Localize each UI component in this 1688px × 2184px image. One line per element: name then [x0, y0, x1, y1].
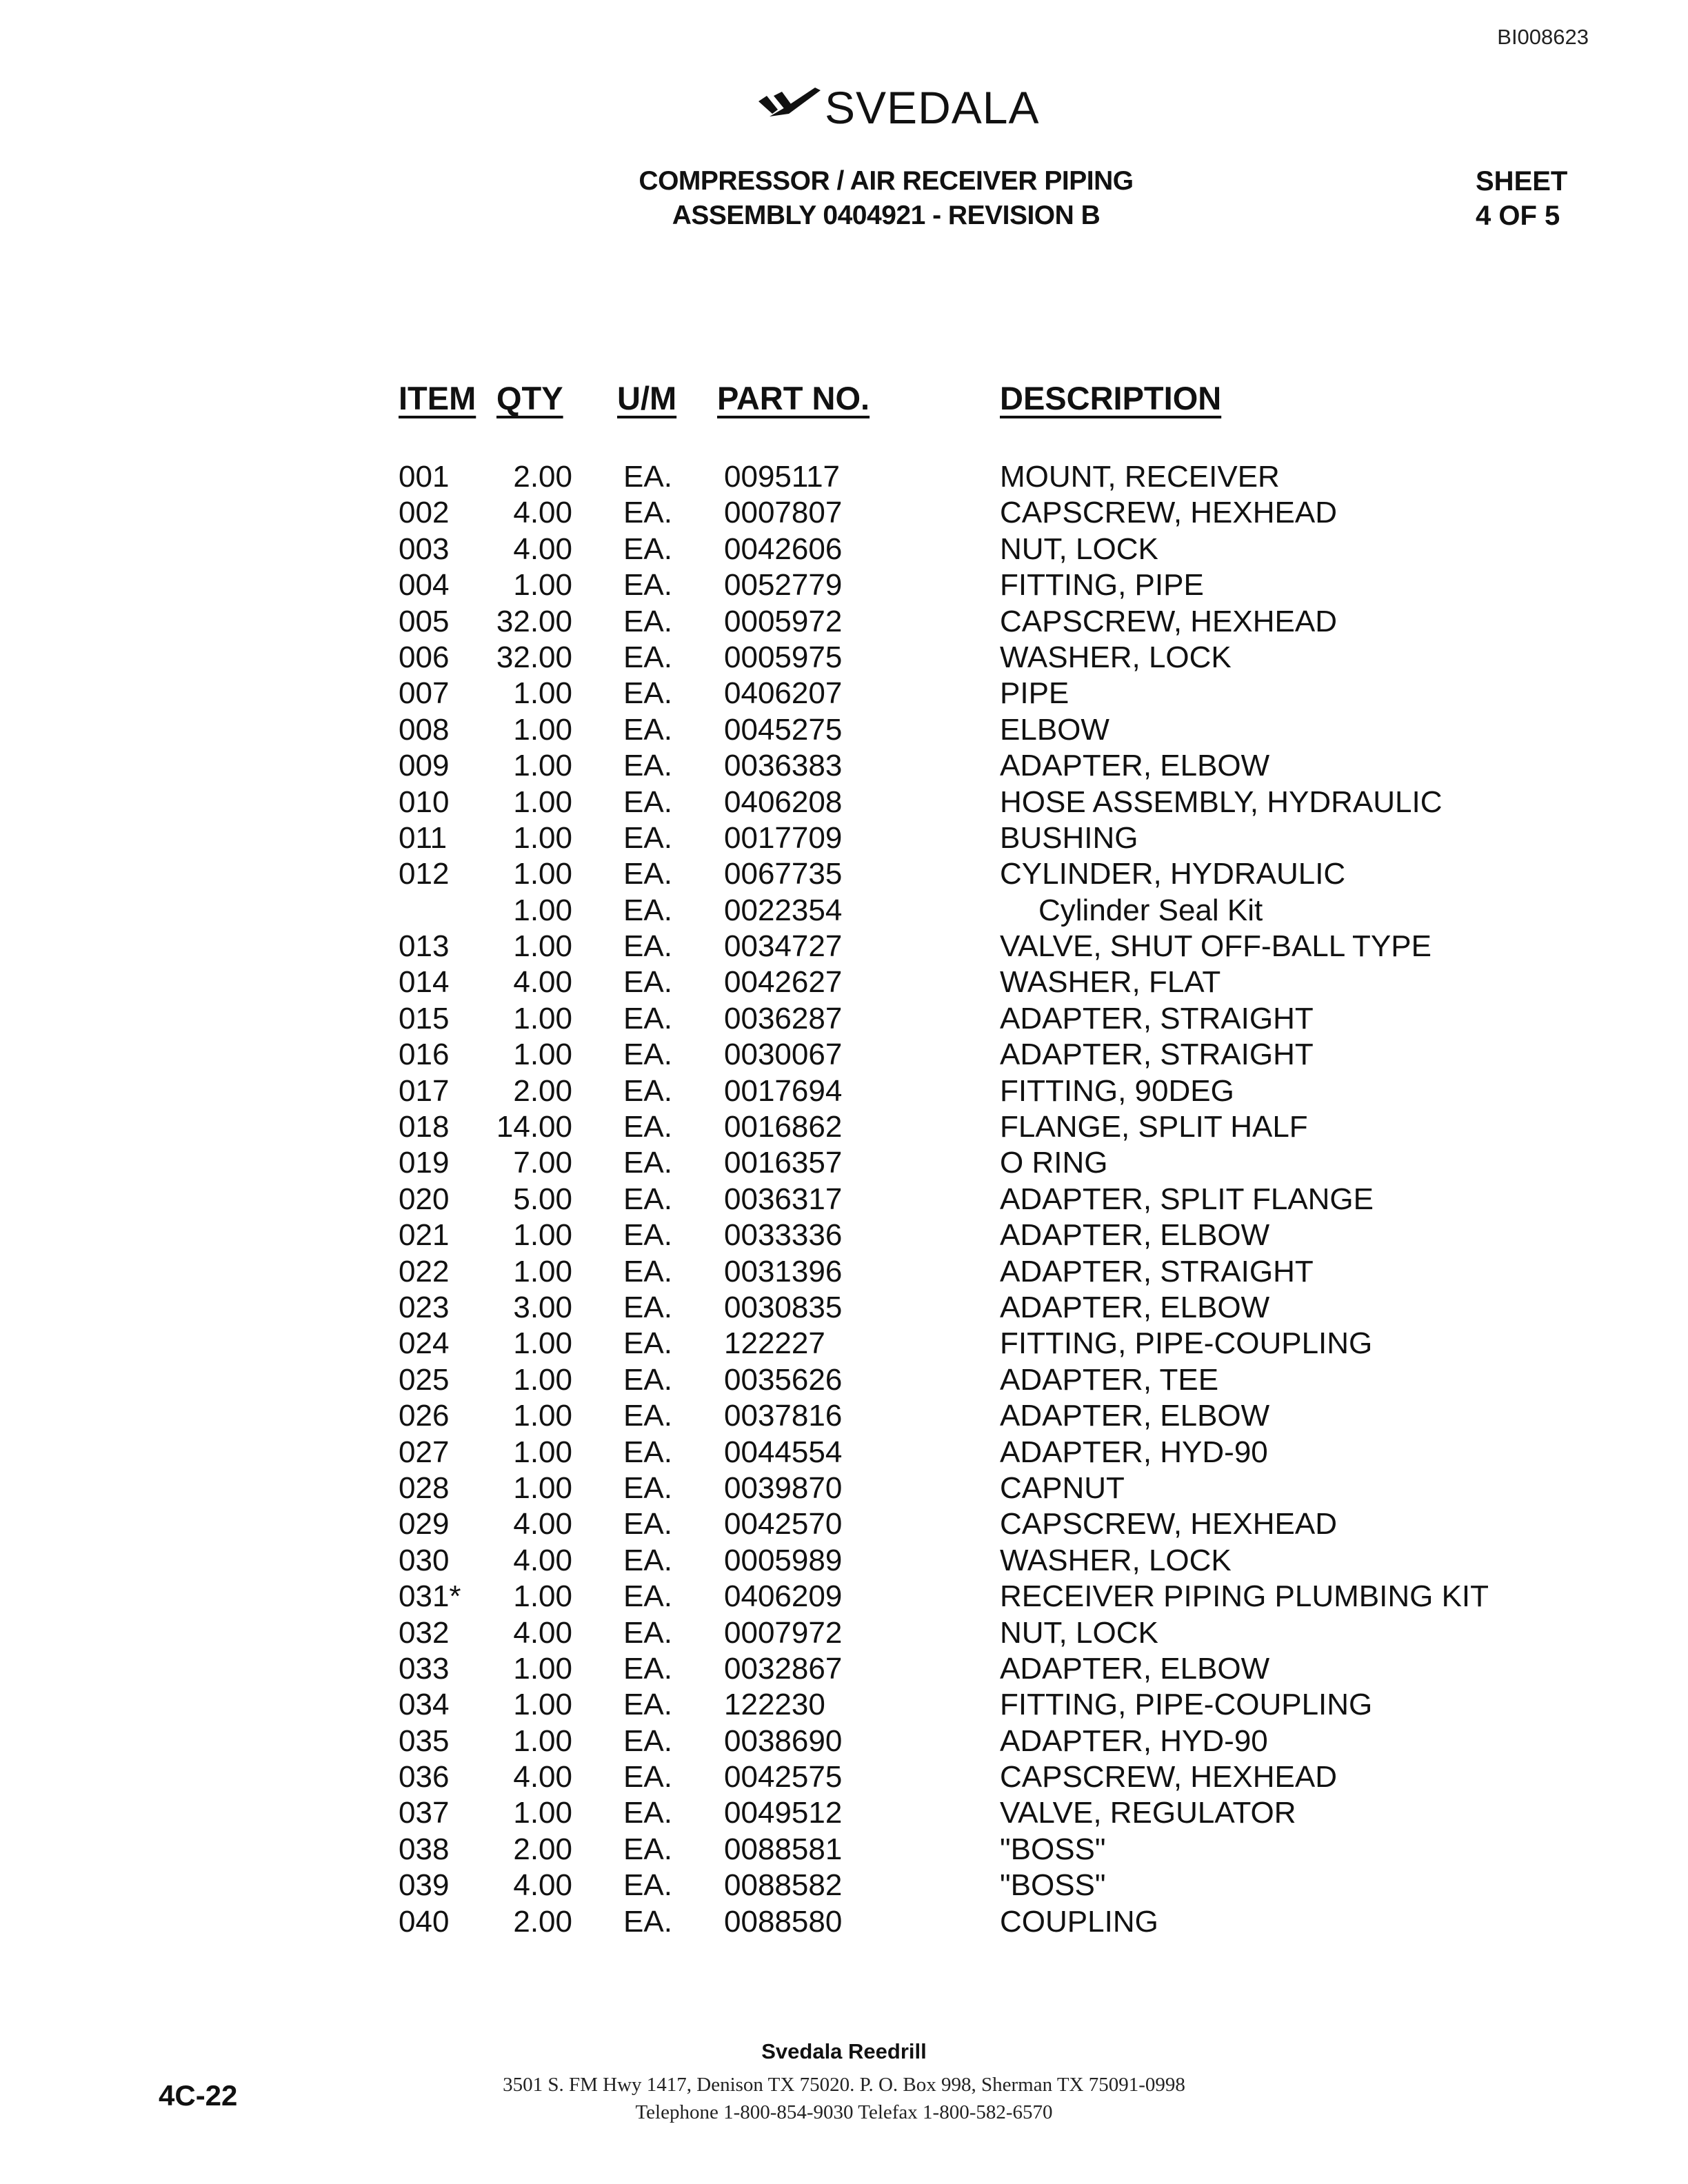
- header-qty: QTY: [496, 380, 563, 416]
- um-cell: EA.: [623, 1723, 672, 1758]
- item-cell: 014: [399, 965, 450, 1000]
- part-no-cell: 0017694: [724, 1073, 843, 1108]
- item-cell: 002: [399, 496, 450, 530]
- item-cell: 005: [399, 604, 450, 638]
- brand-logo: [757, 81, 1039, 134]
- table-row: [0, 748, 1688, 784]
- table-row: [0, 1254, 1688, 1290]
- part-no-cell: 0005989: [724, 1543, 843, 1577]
- document-id: BI008623: [1497, 25, 1589, 49]
- item-cell: 030: [399, 1543, 450, 1577]
- parts-table: [0, 459, 1688, 1940]
- description-cell: FLANGE, SPLIT HALF: [1000, 1110, 1308, 1144]
- description-cell: ADAPTER, STRAIGHT: [1000, 1254, 1314, 1288]
- item-cell: 039: [399, 1868, 450, 1903]
- part-no-cell: 0033336: [724, 1218, 843, 1253]
- qty-cell: 4.00: [513, 496, 572, 530]
- um-cell: EA.: [623, 1904, 672, 1939]
- um-cell: EA.: [623, 568, 672, 603]
- footer-phone: Telephone 1-800-854-9030 Telefax 1-800-582-6570: [635, 2101, 1053, 2123]
- description-cell: CAPSCREW, HEXHEAD: [1000, 496, 1337, 530]
- um-cell: EA.: [623, 1470, 672, 1505]
- header-um: U/M: [617, 380, 677, 416]
- header-description: DESCRIPTION: [1000, 380, 1222, 416]
- item-cell: 013: [399, 929, 450, 964]
- item-cell: 033: [399, 1651, 450, 1686]
- part-no-cell: 0036317: [724, 1182, 843, 1216]
- part-no-cell: 0005972: [724, 604, 843, 638]
- item-cell: 022: [399, 1254, 450, 1288]
- um-cell: EA.: [623, 1073, 672, 1108]
- qty-cell: 4.00: [513, 965, 572, 1000]
- part-no-cell: 0406208: [724, 785, 843, 819]
- description-cell: COUPLING: [1000, 1904, 1158, 1939]
- sheet-label: SHEET: [1476, 166, 1568, 196]
- part-no-cell: 0007807: [724, 496, 843, 530]
- qty-cell: 1.00: [513, 749, 572, 783]
- um-cell: EA.: [623, 929, 672, 964]
- part-no-cell: 0032867: [724, 1651, 843, 1686]
- qty-cell: 1.00: [513, 893, 572, 927]
- table-row: [0, 1506, 1688, 1542]
- qty-cell: 4.00: [513, 1760, 572, 1794]
- description-cell: NUT, LOCK: [1000, 532, 1158, 566]
- footer-contact: [0, 2071, 1688, 2126]
- description-cell: BUSHING: [1000, 820, 1138, 855]
- part-no-cell: 0052779: [724, 568, 843, 603]
- item-cell: 031*: [399, 1579, 461, 1614]
- item-cell: 011: [399, 820, 448, 855]
- table-row: [0, 856, 1688, 892]
- table-row: [0, 1543, 1688, 1579]
- qty-cell: 1.00: [513, 1362, 572, 1397]
- header-item: ITEM: [399, 380, 476, 416]
- qty-cell: 1.00: [513, 1399, 572, 1433]
- part-no-cell: 0088582: [724, 1868, 843, 1903]
- description-cell: ADAPTER, HYD-90: [1000, 1723, 1268, 1758]
- description-cell: RECEIVER PIPING PLUMBING KIT: [1000, 1579, 1489, 1614]
- um-cell: EA.: [623, 604, 672, 638]
- part-no-cell: 0030067: [724, 1038, 843, 1072]
- um-cell: EA.: [623, 1110, 672, 1144]
- description-cell: ADAPTER, STRAIGHT: [1000, 1038, 1314, 1072]
- table-row: [0, 1326, 1688, 1362]
- um-cell: EA.: [623, 460, 672, 494]
- table-row: [0, 1723, 1688, 1759]
- table-row: [0, 1217, 1688, 1253]
- item-cell: 037: [399, 1796, 450, 1830]
- item-cell: 015: [399, 1001, 450, 1035]
- qty-cell: 1.00: [513, 785, 572, 819]
- um-cell: EA.: [623, 532, 672, 566]
- table-row: [0, 964, 1688, 1000]
- item-cell: 007: [399, 676, 450, 711]
- part-no-cell: 0042606: [724, 532, 843, 566]
- part-no-cell: 0095117: [724, 460, 841, 494]
- item-cell: 024: [399, 1326, 450, 1361]
- description-cell: CAPSCREW, HEXHEAD: [1000, 1507, 1337, 1541]
- item-cell: 040: [399, 1904, 450, 1939]
- part-no-cell: 0022354: [724, 893, 843, 927]
- qty-cell: 1.00: [513, 1651, 572, 1686]
- table-row: [0, 1795, 1688, 1831]
- item-cell: 001: [399, 460, 450, 494]
- um-cell: EA.: [623, 712, 672, 747]
- table-row: [0, 1001, 1688, 1037]
- item-cell: 019: [399, 1146, 450, 1180]
- um-cell: EA.: [623, 1254, 672, 1288]
- um-cell: EA.: [623, 1760, 672, 1794]
- qty-cell: 1.00: [513, 1435, 572, 1469]
- table-row: [0, 1904, 1688, 1940]
- footer-company: Svedala Reedrill: [761, 2039, 927, 2063]
- qty-cell: 5.00: [513, 1182, 572, 1216]
- description-cell: FITTING, PIPE-COUPLING: [1000, 1688, 1373, 1722]
- brand-name: SVEDALA: [825, 82, 1040, 133]
- um-cell: EA.: [623, 1182, 672, 1216]
- description-cell: "BOSS": [1000, 1868, 1106, 1903]
- qty-cell: 1.00: [513, 1254, 572, 1288]
- description-cell: CAPSCREW, HEXHEAD: [1000, 604, 1337, 638]
- um-cell: EA.: [623, 1290, 672, 1324]
- qty-cell: 1.00: [513, 1470, 572, 1505]
- description-cell: ADAPTER, STRAIGHT: [1000, 1001, 1314, 1035]
- table-header: [0, 379, 1688, 427]
- um-cell: EA.: [623, 1435, 672, 1469]
- item-cell: 012: [399, 857, 450, 891]
- description-cell: ADAPTER, ELBOW: [1000, 749, 1270, 783]
- qty-cell: 2.00: [513, 460, 572, 494]
- qty-cell: 1.00: [513, 929, 572, 964]
- sheet-indicator: [1476, 164, 1567, 233]
- description-cell: O RING: [1000, 1146, 1108, 1180]
- description-cell: PIPE: [1000, 676, 1069, 711]
- table-row: [0, 1615, 1688, 1651]
- description-cell: ADAPTER, HYD-90: [1000, 1435, 1268, 1469]
- item-cell: 010: [399, 785, 450, 819]
- part-no-cell: 0035626: [724, 1362, 843, 1397]
- description-cell: WASHER, LOCK: [1000, 640, 1232, 674]
- description-cell: VALVE, SHUT OFF-BALL TYPE: [1000, 929, 1431, 964]
- part-no-cell: 0067735: [724, 857, 843, 891]
- table-row: [0, 1759, 1688, 1795]
- um-cell: EA.: [623, 1832, 672, 1866]
- part-no-cell: 0038690: [724, 1723, 843, 1758]
- item-cell: 025: [399, 1362, 450, 1397]
- qty-cell: 4.00: [513, 1507, 572, 1541]
- um-cell: EA.: [623, 496, 672, 530]
- item-cell: 029: [399, 1507, 450, 1541]
- um-cell: EA.: [623, 1579, 672, 1614]
- description-cell: VALVE, REGULATOR: [1000, 1796, 1296, 1830]
- item-cell: 006: [399, 640, 450, 674]
- item-cell: 018: [399, 1110, 450, 1144]
- qty-cell: 3.00: [513, 1290, 572, 1324]
- description-cell: ELBOW: [1000, 712, 1109, 747]
- part-no-cell: 122227: [724, 1326, 825, 1361]
- part-no-cell: 122230: [724, 1688, 825, 1722]
- um-cell: EA.: [623, 1362, 672, 1397]
- part-no-cell: 0030835: [724, 1290, 843, 1324]
- part-no-cell: 0088580: [724, 1904, 843, 1939]
- description-cell: ADAPTER, ELBOW: [1000, 1218, 1270, 1253]
- um-cell: EA.: [623, 1507, 672, 1541]
- table-row: [0, 495, 1688, 531]
- qty-cell: 1.00: [513, 568, 572, 603]
- part-no-cell: 0031396: [724, 1254, 843, 1288]
- item-cell: 032: [399, 1615, 450, 1650]
- qty-cell: 1.00: [513, 1001, 572, 1035]
- qty-cell: 1.00: [513, 857, 572, 891]
- qty-cell: 4.00: [513, 1543, 572, 1577]
- item-cell: 003: [399, 532, 450, 566]
- table-row: [0, 929, 1688, 964]
- qty-cell: 4.00: [513, 532, 572, 566]
- part-no-cell: 0042575: [724, 1760, 843, 1794]
- um-cell: EA.: [623, 749, 672, 783]
- table-row: [0, 640, 1688, 676]
- svedala-logo-icon: [757, 86, 823, 129]
- table-row: [0, 1362, 1688, 1398]
- part-no-cell: 0049512: [724, 1796, 843, 1830]
- item-cell: 021: [399, 1218, 450, 1253]
- item-cell: 023: [399, 1290, 450, 1324]
- description-cell: CAPSCREW, HEXHEAD: [1000, 1760, 1337, 1794]
- table-row: [0, 567, 1688, 603]
- um-cell: EA.: [623, 1146, 672, 1180]
- qty-cell: 1.00: [513, 1326, 572, 1361]
- page-number: 4C-22: [159, 2079, 238, 2112]
- description-cell: MOUNT, RECEIVER: [1000, 460, 1280, 494]
- um-cell: EA.: [623, 1326, 672, 1361]
- table-row: [0, 459, 1688, 495]
- part-no-cell: 0005975: [724, 640, 843, 674]
- sheet-value: 4 OF 5: [1476, 201, 1560, 231]
- part-no-cell: 0044554: [724, 1435, 843, 1469]
- description-cell: ADAPTER, ELBOW: [1000, 1399, 1270, 1433]
- qty-cell: 1.00: [513, 1796, 572, 1830]
- qty-cell: 2.00: [513, 1832, 572, 1866]
- qty-cell: 1.00: [513, 676, 572, 711]
- description-cell: FITTING, PIPE: [1000, 568, 1204, 603]
- description-cell: CAPNUT: [1000, 1470, 1125, 1505]
- part-no-cell: 0406207: [724, 676, 843, 711]
- qty-cell: 2.00: [513, 1904, 572, 1939]
- part-no-cell: 0045275: [724, 712, 843, 747]
- table-row: [0, 604, 1688, 640]
- description-cell: WASHER, FLAT: [1000, 965, 1221, 1000]
- part-no-cell: 0016357: [724, 1146, 843, 1180]
- table-row: [0, 1579, 1688, 1615]
- table-row: [0, 1470, 1688, 1506]
- um-cell: EA.: [623, 1399, 672, 1433]
- header-part-no: PART NO.: [717, 380, 870, 416]
- table-row: [0, 1687, 1688, 1723]
- table-row: [0, 1435, 1688, 1470]
- um-cell: EA.: [623, 1218, 672, 1253]
- um-cell: EA.: [623, 1688, 672, 1722]
- table-row: [0, 893, 1688, 929]
- part-no-cell: 0406209: [724, 1579, 843, 1614]
- qty-cell: 1.00: [513, 1579, 572, 1614]
- table-row: [0, 1868, 1688, 1903]
- qty-cell: 1.00: [513, 1218, 572, 1253]
- table-row: [0, 1073, 1688, 1109]
- table-row: [0, 820, 1688, 856]
- qty-cell: 32.00: [496, 640, 572, 674]
- part-no-cell: 0036287: [724, 1001, 843, 1035]
- um-cell: EA.: [623, 1651, 672, 1686]
- qty-cell: 4.00: [513, 1868, 572, 1903]
- table-row: [0, 785, 1688, 820]
- part-no-cell: 0039870: [724, 1470, 843, 1505]
- table-row: [0, 1651, 1688, 1687]
- qty-cell: 32.00: [496, 604, 572, 638]
- item-cell: 036: [399, 1760, 450, 1794]
- part-no-cell: 0017709: [724, 820, 843, 855]
- table-row: [0, 1145, 1688, 1181]
- qty-cell: 1.00: [513, 820, 572, 855]
- qty-cell: 1.00: [513, 1723, 572, 1758]
- part-no-cell: 0042627: [724, 965, 843, 1000]
- item-cell: 016: [399, 1038, 450, 1072]
- item-cell: 026: [399, 1399, 450, 1433]
- table-row: [0, 1182, 1688, 1217]
- item-cell: 028: [399, 1470, 450, 1505]
- table-row: [0, 532, 1688, 567]
- table-row: [0, 1037, 1688, 1073]
- table-row: [0, 1109, 1688, 1145]
- description-cell: ADAPTER, ELBOW: [1000, 1290, 1270, 1324]
- um-cell: EA.: [623, 965, 672, 1000]
- part-no-cell: 0016862: [724, 1110, 843, 1144]
- part-no-cell: 0088581: [724, 1832, 843, 1866]
- qty-cell: 7.00: [513, 1146, 572, 1180]
- qty-cell: 1.00: [513, 1688, 572, 1722]
- item-cell: 008: [399, 712, 450, 747]
- item-cell: 034: [399, 1688, 450, 1722]
- title-line-1: COMPRESSOR / AIR RECEIVER PIPING: [639, 166, 1134, 196]
- qty-cell: 4.00: [513, 1615, 572, 1650]
- um-cell: EA.: [623, 640, 672, 674]
- item-cell: 035: [399, 1723, 450, 1758]
- qty-cell: 14.00: [496, 1110, 572, 1144]
- um-cell: EA.: [623, 676, 672, 711]
- um-cell: EA.: [623, 893, 672, 927]
- part-no-cell: 0042570: [724, 1507, 843, 1541]
- um-cell: EA.: [623, 857, 672, 891]
- description-cell: FITTING, PIPE-COUPLING: [1000, 1326, 1373, 1361]
- description-cell: WASHER, LOCK: [1000, 1543, 1232, 1577]
- um-cell: EA.: [623, 1001, 672, 1035]
- footer-address: 3501 S. FM Hwy 1417, Denison TX 75020. P. O. Box 998, Sherman TX 75091-0998: [503, 2074, 1185, 2096]
- description-cell: Cylinder Seal Kit: [1038, 893, 1263, 927]
- um-cell: EA.: [623, 820, 672, 855]
- um-cell: EA.: [623, 785, 672, 819]
- description-cell: "BOSS": [1000, 1832, 1106, 1866]
- part-no-cell: 0037816: [724, 1399, 843, 1433]
- table-row: [0, 676, 1688, 711]
- item-cell: 009: [399, 749, 450, 783]
- description-cell: ADAPTER, TEE: [1000, 1362, 1219, 1397]
- qty-cell: 1.00: [513, 1038, 572, 1072]
- um-cell: EA.: [623, 1038, 672, 1072]
- um-cell: EA.: [623, 1796, 672, 1830]
- qty-cell: 2.00: [513, 1073, 572, 1108]
- item-cell: 027: [399, 1435, 450, 1469]
- item-cell: 038: [399, 1832, 450, 1866]
- um-cell: EA.: [623, 1543, 672, 1577]
- description-cell: ADAPTER, SPLIT FLANGE: [1000, 1182, 1374, 1216]
- table-row: [0, 712, 1688, 748]
- description-cell: ADAPTER, ELBOW: [1000, 1651, 1270, 1686]
- item-cell: 004: [399, 568, 450, 603]
- description-cell: HOSE ASSEMBLY, HYDRAULIC: [1000, 785, 1443, 819]
- table-row: [0, 1290, 1688, 1326]
- part-no-cell: 0007972: [724, 1615, 843, 1650]
- part-no-cell: 0036383: [724, 749, 843, 783]
- description-cell: FITTING, 90DEG: [1000, 1073, 1234, 1108]
- item-cell: 017: [399, 1073, 450, 1108]
- part-no-cell: 0034727: [724, 929, 843, 964]
- table-row: [0, 1832, 1688, 1868]
- qty-cell: 1.00: [513, 712, 572, 747]
- table-row: [0, 1398, 1688, 1434]
- document-title: [524, 164, 1248, 233]
- description-cell: NUT, LOCK: [1000, 1615, 1158, 1650]
- description-cell: CYLINDER, HYDRAULIC: [1000, 857, 1346, 891]
- um-cell: EA.: [623, 1615, 672, 1650]
- title-line-2: ASSEMBLY 0404921 - REVISION B: [672, 201, 1101, 230]
- um-cell: EA.: [623, 1868, 672, 1903]
- item-cell: 020: [399, 1182, 450, 1216]
